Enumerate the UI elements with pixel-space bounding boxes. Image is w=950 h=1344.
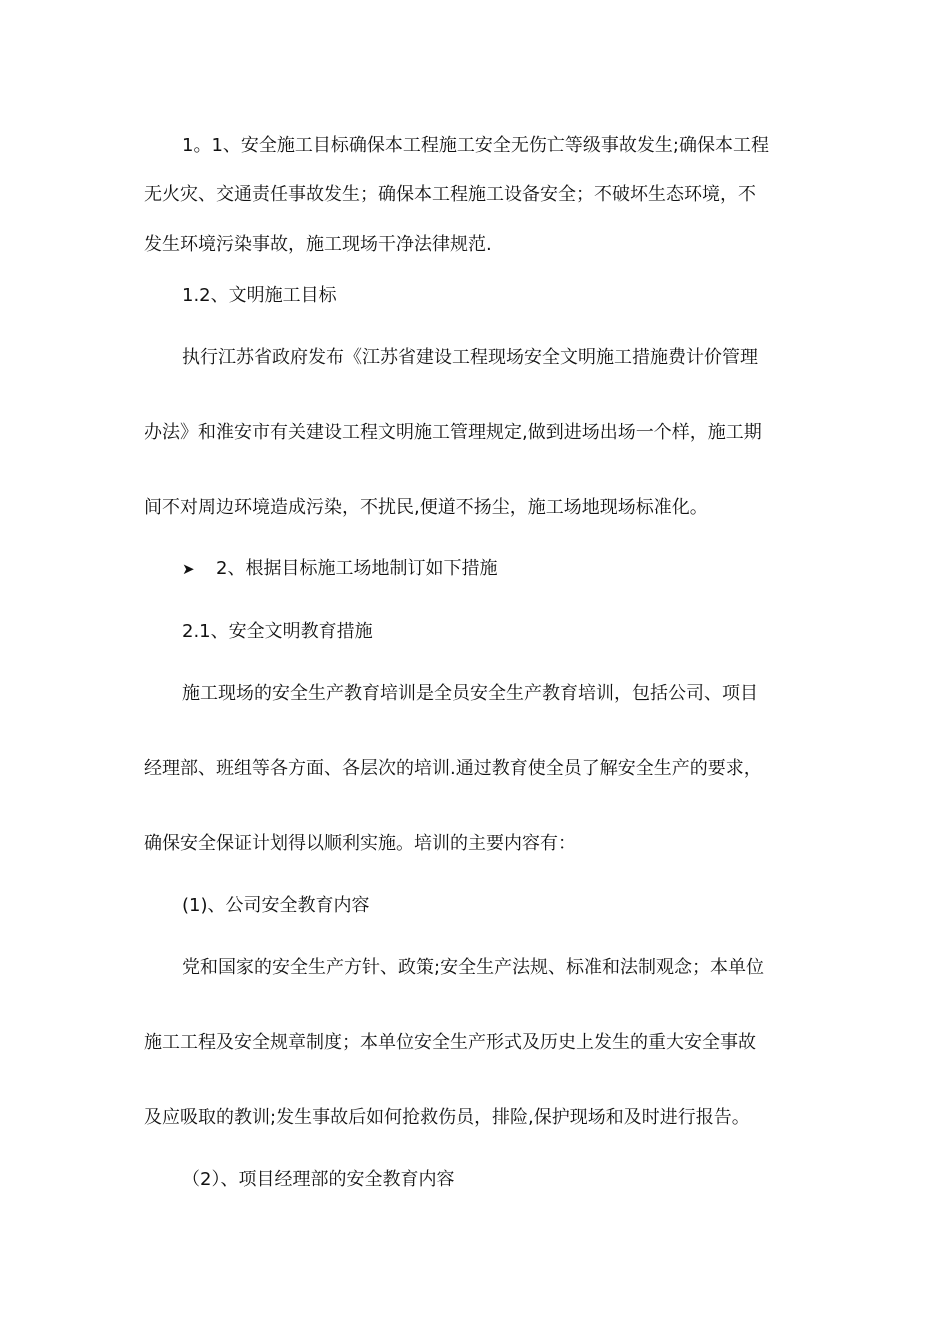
paragraph-1-line-1: 1。1、安全施工目标确保本工程施工安全无伤亡等级事故发生;确保本工程 xyxy=(182,135,769,156)
paragraph-1-line-3: 发生环境污染事故，施工现场干净法律规范. xyxy=(144,234,492,255)
heading-2 xyxy=(182,557,814,581)
paragraph-4-line-2: 施工工程及安全规章制度；本单位安全生产形式及历史上发生的重大安全事故 xyxy=(144,1032,756,1053)
paragraph-3-line-2: 经理部、班组等各方面、各层次的培训.通过教育使全员了解安全生产的要求， xyxy=(144,758,762,779)
paragraph-2-line-1: 执行江苏省政府发布《江苏省建设工程现场安全文明施工措施费计价管理 xyxy=(182,347,758,368)
heading-2-label: 2、根据目标施工场地制订如下措施 xyxy=(216,558,498,579)
paragraph-4-line-1: 党和国家的安全生产方针、政策;安全生产法规、标准和法制观念；本单位 xyxy=(182,957,765,978)
heading-item-1: (1)、公司安全教育内容 xyxy=(182,895,370,916)
paragraph-2-line-2: 办法》和淮安市有关建设工程文明施工管理规定,做到进场出场一个样，施工期 xyxy=(144,422,762,443)
heading-2-1: 2.1、安全文明教育措施 xyxy=(182,621,373,642)
paragraph-1-line-2: 无火灾、交通责任事故发生；确保本工程施工设备安全；不破坏生态环境，不 xyxy=(144,184,756,205)
heading-1-2: 1.2、文明施工目标 xyxy=(182,285,337,306)
paragraph-3-line-3: 确保安全保证计划得以顺利实施。培训的主要内容有： xyxy=(144,833,576,854)
paragraph-4-line-3: 及应吸取的教训;发生事故后如何抢救伤员，排险,保护现场和及时进行报告。 xyxy=(144,1107,750,1128)
paragraph-3-line-1: 施工现场的安全生产教育培训是全员安全生产教育培训，包括公司、项目 xyxy=(182,683,758,704)
arrowhead-bullet-icon: ➤ xyxy=(182,560,195,578)
paragraph-2-line-3: 间不对周边环境造成污染，不扰民,便道不扬尘，施工场地现场标准化。 xyxy=(144,497,708,518)
heading-item-2: （2）、项目经理部的安全教育内容 xyxy=(182,1169,455,1190)
